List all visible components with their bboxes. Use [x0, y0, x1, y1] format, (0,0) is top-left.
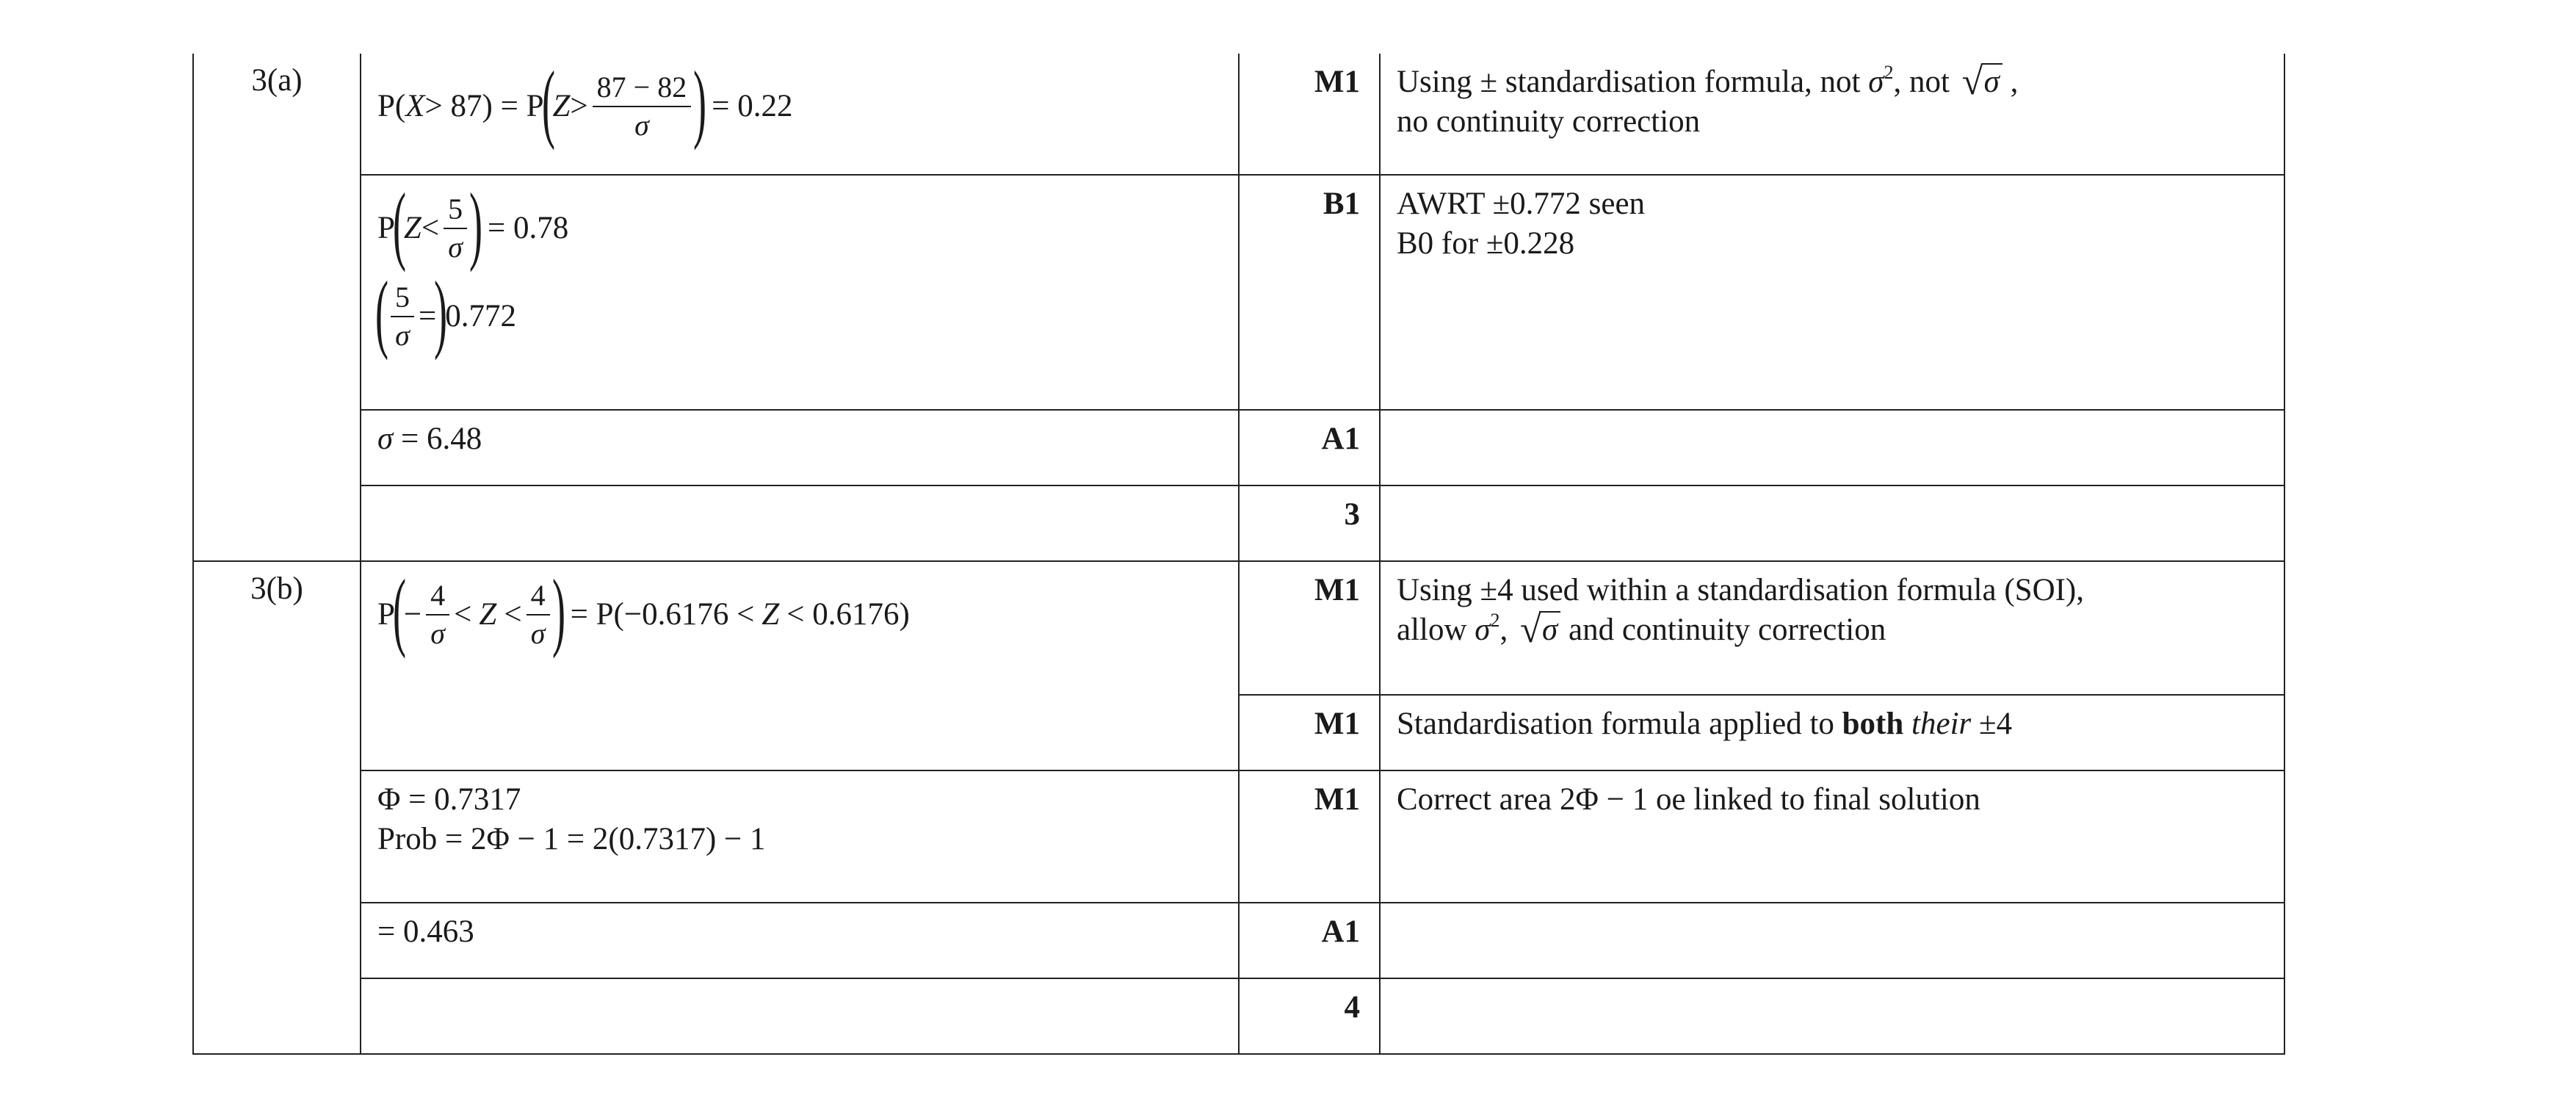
guidance-3a-step3: [1380, 410, 2284, 485]
row-3a-step1: [193, 54, 2284, 175]
guidance-3b-step2: Standardisation formula applied to both their ±4: [1380, 695, 2284, 770]
total-3a: 3: [1239, 485, 1380, 561]
row-3b-step1: [193, 561, 2284, 695]
fraction: $\frac{4}{\sigma}$: [527, 579, 550, 651]
row-3a-step2: [193, 175, 2284, 410]
mark-3b-m1-second: M1: [1239, 695, 1380, 770]
question-number-3a: 3(a): [193, 54, 361, 561]
mark-3b-a1: A1: [1239, 903, 1380, 978]
mark-3a-a1: A1: [1239, 410, 1380, 485]
mark-scheme-table: [192, 54, 2285, 1055]
square-root: √ σ: [1520, 610, 1560, 650]
square-root: √ σ: [1962, 62, 2002, 102]
fraction: $\frac{5}{\sigma}$: [444, 192, 467, 264]
mark-3b-m1-first: M1: [1239, 561, 1380, 695]
row-3a-total: [193, 485, 2284, 561]
fraction: $\frac{87 - 82}{\sigma}$: [593, 71, 692, 142]
mark-3a-m1: M1: [1239, 54, 1380, 175]
row-3b-step4: [193, 903, 2284, 978]
guidance-3b-step3: Correct area 2Φ − 1 oe linked to final solution: [1380, 770, 2284, 903]
answer-3b-step4: = 0.463: [361, 903, 1239, 978]
guidance-3b-step1: Using ±4 used within a standardisation formula (SOI), allow $\sigma^2$, √ σ and continuity correction: [1380, 561, 2284, 695]
answer-3b-step3: Φ = 0.7317 Prob = 2Φ − 1 = 2(0.7317) − 1: [361, 770, 1239, 903]
question-number-3b: 3(b): [193, 561, 361, 1054]
mark-3a-b1: B1: [1239, 175, 1380, 410]
fraction: $\frac{5}{\sigma}$: [391, 281, 414, 353]
total-3b: 4: [1239, 978, 1380, 1054]
answer-3a-step2: P ( Z < $\frac{5}{\sigma}$ ) = 0.78 ( $\frac{5}{\sigma}$ = ) 0.772: [361, 175, 1239, 410]
guidance-3a-step2: AWRT ±0.772 seen B0 for ±0.228: [1380, 175, 2284, 410]
mark-3b-m1-third: M1: [1239, 770, 1380, 903]
answer-3b-step1: P ( − $\frac{4}{\sigma}$ < Z < $\frac{4}{\sigma}$ ) = P(−0.6176 < Z < 0.6176): [361, 561, 1239, 770]
row-3a-step3: [193, 410, 2284, 485]
guidance-3b-step4: [1380, 903, 2284, 978]
fraction: $\frac{4}{\sigma}$: [426, 579, 449, 651]
row-3b-total: [193, 978, 2284, 1054]
answer-3a-step1: P( X > 87) = P ( Z > $\frac{87 - 82}{\sigma}$ ) = 0.22: [361, 54, 1239, 175]
answer-3a-step3: σ = 6.48: [361, 410, 1239, 485]
guidance-3a-step1: Using ± standardisation formula, not $\sigma^2$, not √ σ , no continuity correction: [1380, 54, 2284, 175]
row-3b-step3: [193, 770, 2284, 903]
